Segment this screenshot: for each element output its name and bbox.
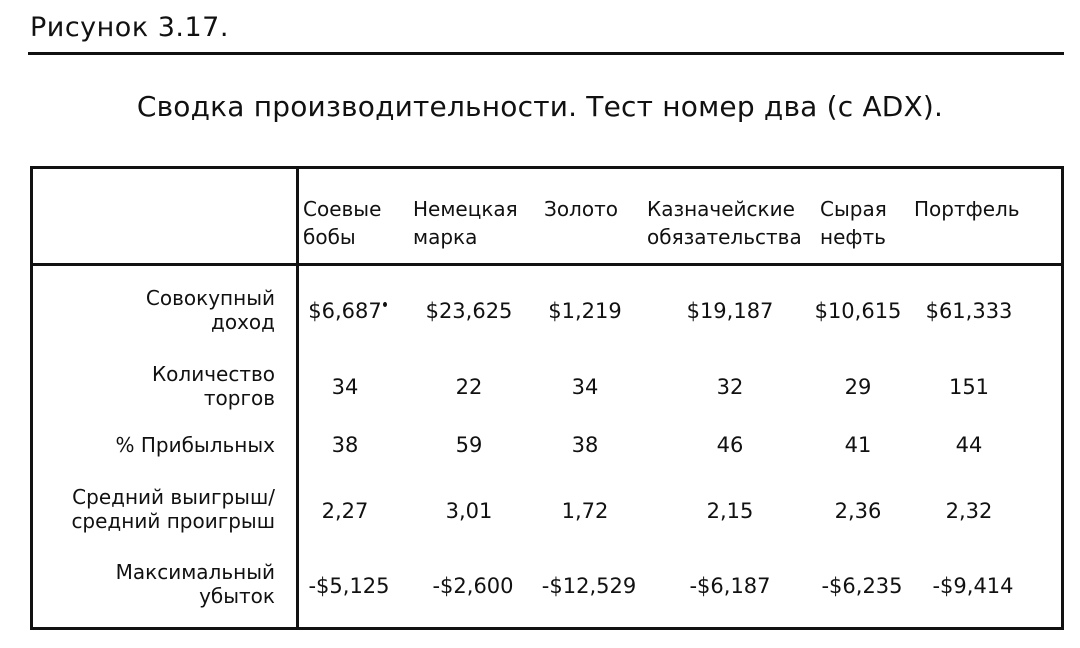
table-cell: 46 bbox=[716, 433, 744, 457]
figure-title: Сводка производительности. Тест номер два (с ADX). bbox=[136, 90, 944, 123]
row-header-max-loss: Максимальный убыток bbox=[115, 560, 275, 608]
column-header-gold: Золото bbox=[544, 197, 618, 221]
table-cell: -$9,414 bbox=[932, 574, 1014, 598]
table-cell: 22 bbox=[455, 375, 483, 399]
row-header-percent-profitable: % Прибыльных bbox=[115, 433, 275, 457]
table-cell: $1,219 bbox=[548, 299, 622, 323]
table-cell: 34 bbox=[331, 375, 359, 399]
table-cell: 2,27 bbox=[321, 499, 369, 523]
performance-table bbox=[30, 166, 1064, 630]
row-header-total-income: Совокупный доход bbox=[145, 286, 275, 334]
table-cell: -$2,600 bbox=[432, 574, 514, 598]
table-cell: $23,625 bbox=[425, 299, 513, 323]
table-cell: 1,72 bbox=[561, 499, 609, 523]
row-header-trade-count: Количество торгов bbox=[151, 362, 275, 410]
header-rule bbox=[28, 52, 1064, 55]
table-cell: $19,187 bbox=[686, 299, 774, 323]
table-cell: 3,01 bbox=[445, 499, 493, 523]
column-header-soybeans: Соевые бобы bbox=[303, 197, 382, 249]
table-cell: $6,687 bbox=[308, 299, 382, 323]
row-header-win-loss-ratio: Средний выигрыш/ средний проигрыш bbox=[71, 485, 275, 533]
table-cell: $10,615 bbox=[814, 299, 902, 323]
table-cell: 44 bbox=[955, 433, 983, 457]
column-header-portfolio: Портфель bbox=[914, 197, 1020, 221]
table-cell: 2,15 bbox=[706, 499, 754, 523]
table-column-header-divider bbox=[33, 263, 1061, 266]
table-cell: -$6,187 bbox=[689, 574, 771, 598]
table-cell: -$6,235 bbox=[821, 574, 903, 598]
table-cell: 29 bbox=[844, 375, 872, 399]
table-cell: 59 bbox=[455, 433, 483, 457]
figure-label: Рисунок 3.17. bbox=[30, 12, 229, 43]
table-cell: 34 bbox=[571, 375, 599, 399]
column-header-deutsche-mark: Немецкая марка bbox=[413, 197, 518, 249]
table-cell: 38 bbox=[331, 433, 359, 457]
table-cell: 151 bbox=[948, 375, 990, 399]
table-cell: 2,36 bbox=[834, 499, 882, 523]
ink-speck bbox=[383, 302, 387, 307]
table-cell: 41 bbox=[844, 433, 872, 457]
table-row-header-divider bbox=[296, 169, 299, 627]
table-cell: 2,32 bbox=[945, 499, 993, 523]
column-header-treasury-bonds: Казначейские обязательства bbox=[647, 197, 802, 249]
table-cell: 38 bbox=[571, 433, 599, 457]
table-cell: 32 bbox=[716, 375, 744, 399]
table-cell: -$5,125 bbox=[308, 574, 390, 598]
table-cell: $61,333 bbox=[925, 299, 1013, 323]
table-cell: -$12,529 bbox=[541, 574, 637, 598]
column-header-crude-oil: Сырая нефть bbox=[820, 197, 887, 249]
